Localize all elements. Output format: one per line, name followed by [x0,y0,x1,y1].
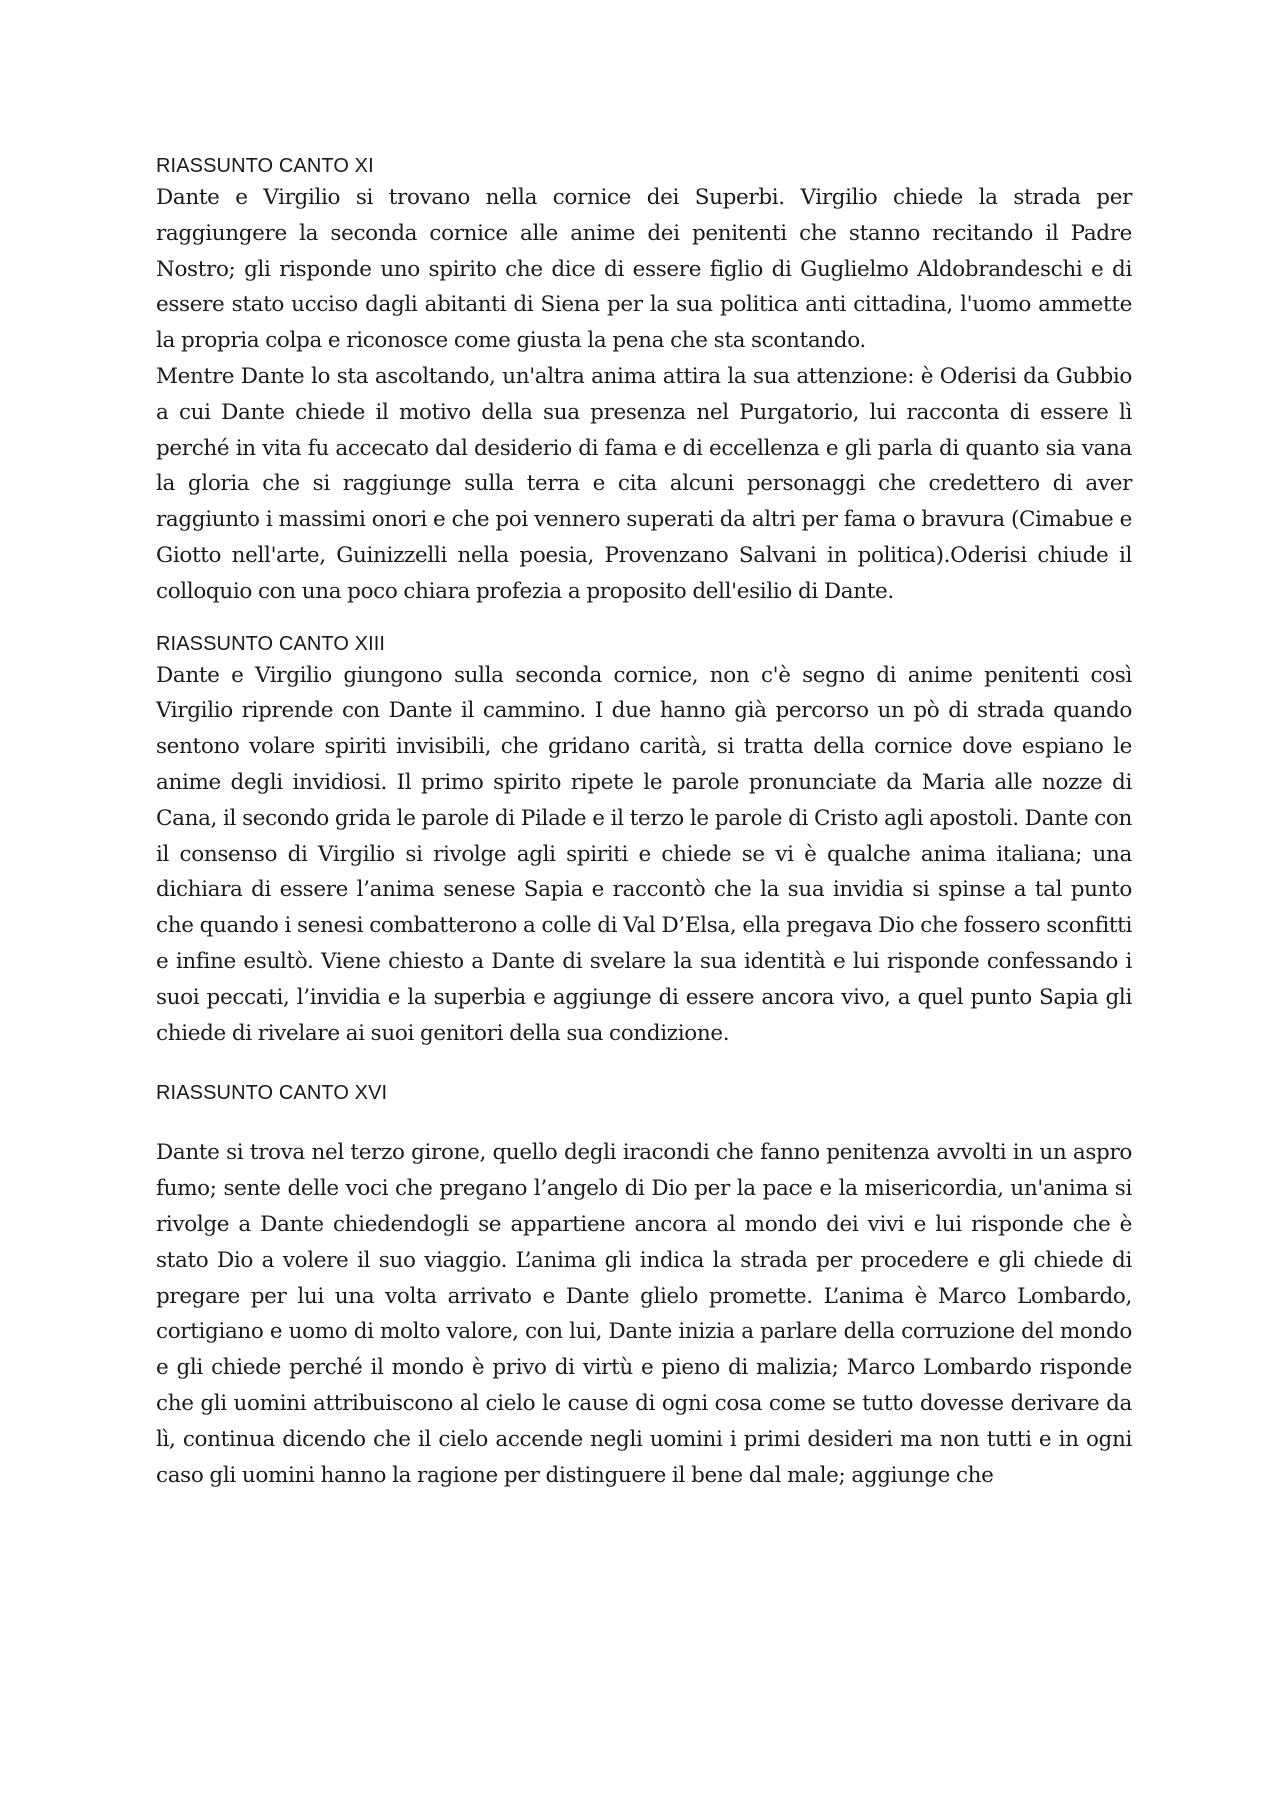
section-paragraph: Dante si trova nel terzo girone, quello degli iracondi che fanno penitenza avvolti in un aspro fumo; sente delle voci che pregano l’angelo di Dio per la pace e la misericordia, un'anima si rivolge a Dante chiedendogli se appartiene ancora al mondo dei vivi e lui risponde che è stato Dio a volere il suo viaggio. L’anima gli indica la strada per procedere e gli chiede di pregare per lui una volta arrivato e Dante glielo promette. L’anima è Marco Lombardo, cortigiano e uomo di molto valore, con lui, Dante inizia a parlare della corruzione del mondo e gli chiede perché il mondo è privo di virtù e pieno di malizia; Marco Lombardo risponde che gli uomini attribuiscono al cielo le cause di ogni cosa come se tutto dovesse derivare da lì, continua dicendo che il cielo accende negli uomini i primi desideri ma non tutti e in ogni caso gli uomini hanno la ragione per distinguere il bene dal male; aggiunge che [156,1140,1132,1488]
section-heading: RIASSUNTO CANTO XI [156,155,374,177]
section-paragraph: Dante e Virgilio si trovano nella cornice dei Superbi. Virgilio chiede la strada per raggiungere la seconda cornice alle anime dei penitenti che stanno recitando il Padre Nostro; gli risponde uno spirito che dice di essere figlio di Guglielmo Aldobrandeschi e di essere stato ucciso dagli abitanti di Siena per la sua politica anti cittadina, l'uomo ammette la propria colpa e riconosce come giusta la pena che sta scontando. [156,185,1132,354]
section-canto-xi [156,152,1132,610]
section-paragraph: Dante e Virgilio giungono sulla seconda cornice, non c'è segno di anime penitenti così Virgilio riprende con Dante il cammino. I due hanno già percorso un pò di strada quando sentono volare spiriti invisibili, che gridano carità, si tratta della cornice dove espiano le anime degli invidiosi. Il primo spirito ripete le parole pronunciate da Maria alle nozze di Cana, il secondo grida le parole di Pilade e il terzo le parole di Cristo agli apostoli. Dante con il consenso di Virgilio si rivolge agli spiriti e chiede se vi è qualche anima italiana; una dichiara di essere l’anima senese Sapia e raccontò che la sua invidia si spinse a tal punto che quando i senesi combatterono a colle di Val D’Elsa, ella pregava Dio che fossero sconfitti e infine esultò. Viene chiesto a Dante di svelare la sua identità e lui risponde confessando i suoi peccati, l’invidia e la superbia e aggiunge di essere ancora vivo, a quel punto Sapia gli chiede di rivelare ai suoi genitori della sua condizione. [156,662,1132,1046]
section-heading: RIASSUNTO CANTO XIII [156,632,386,655]
section-canto-xiii [156,630,1132,1052]
section-canto-xvi [156,1079,1132,1493]
section-heading: RIASSUNTO CANTO XVI [156,1082,388,1105]
section-paragraph: Mentre Dante lo sta ascoltando, un'altra anima attira la sua attenzione: è Oderisi da Gubbio a cui Dante chiede il motivo della sua presenza nel Purgatorio, lui racconta di essere lì perché in vita fu accecato dal desiderio di fama e di eccellenza e gli parla di quanto sia vana la gloria che si raggiunge sulla terra e cita alcuni personaggi che credettero di aver raggiunto i massimi onori e che poi vennero superati da altri per fama o bravura (Cimabue e Giotto nell'arte, Guinizzelli nella poesia, Provenzano Salvani in politica).Oderisi chiude il colloquio con una poco chiara profezia a proposito dell'esilio di Dante. [156,363,1132,604]
spacer [156,1107,1132,1135]
document-body [156,152,1132,1493]
